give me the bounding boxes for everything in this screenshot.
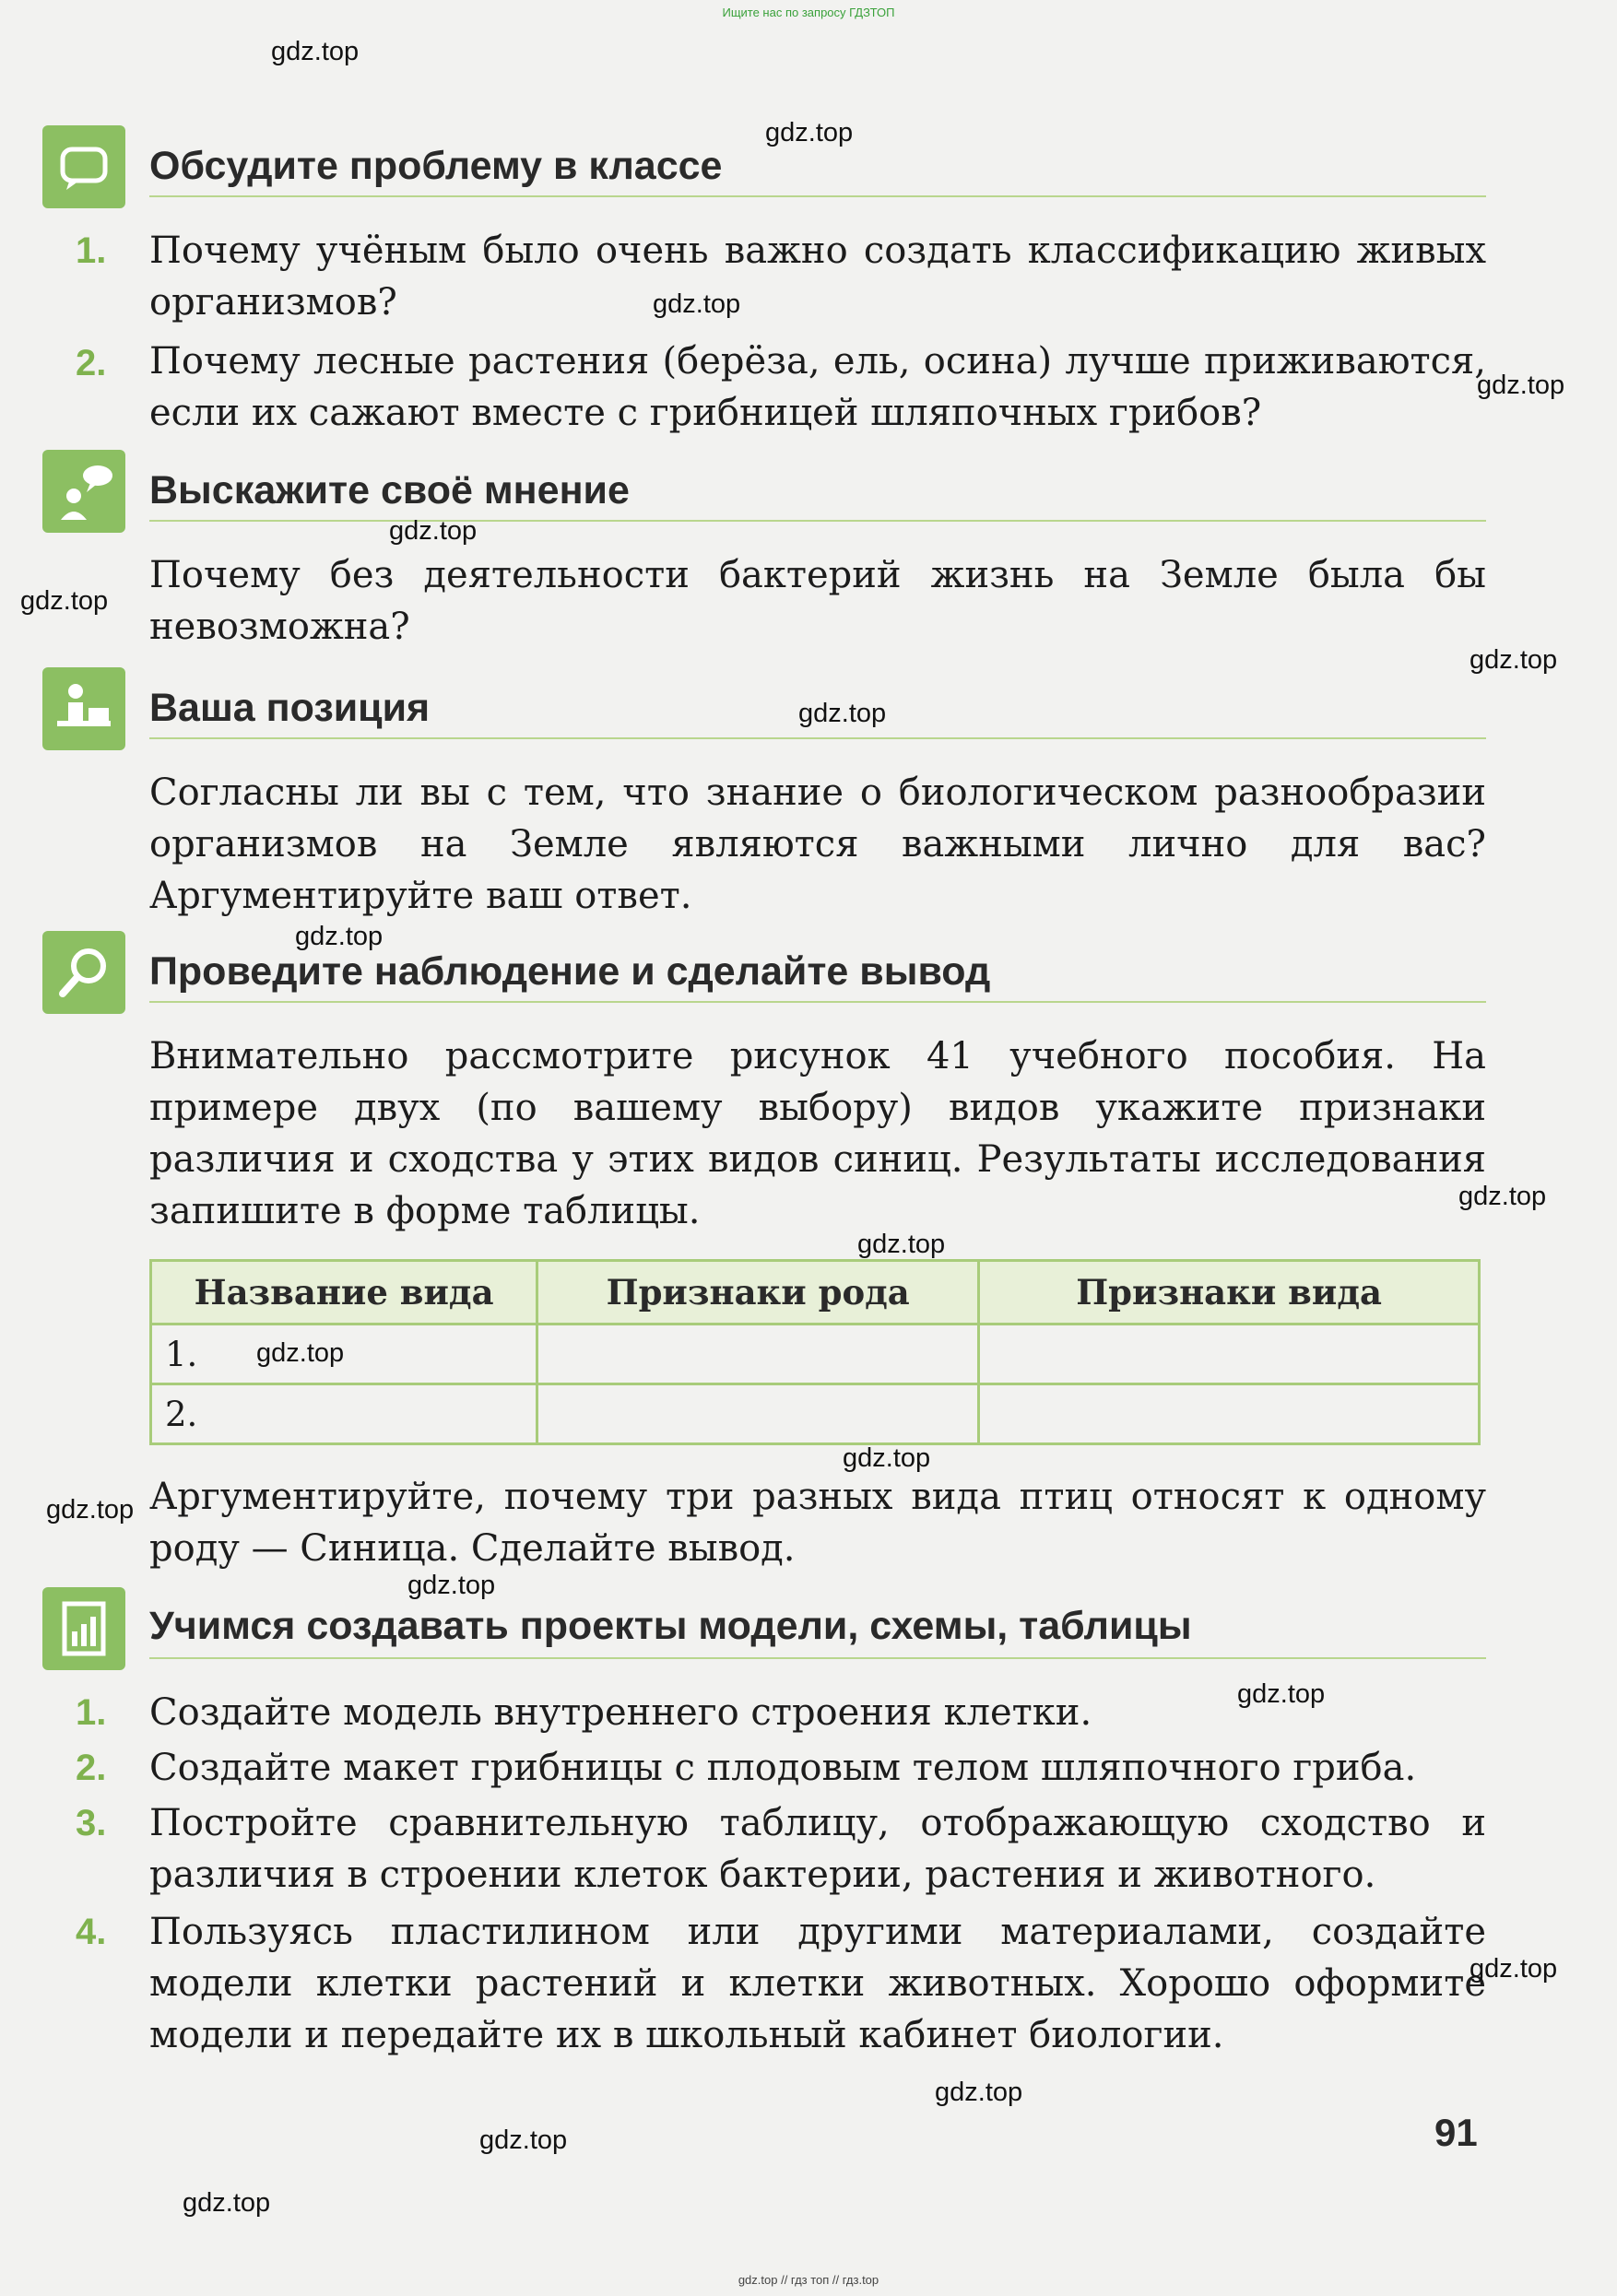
paragraph-observe: Внимательно рассмотрите рисунок 41 учебного пособия. На примере двух (по вашему выбору) видов укажите признаки различия и сходства у этих видов синиц. Результаты исследования запишите в форме таблицы. <box>149 1035 1486 1232</box>
section-divider <box>149 1657 1486 1659</box>
table-row <box>151 1384 1480 1444</box>
section-title-projects: Учимся создавать проекты модели, схемы, таблицы <box>149 1604 1192 1648</box>
list-item-text: Постройте сравнительную таблицу, отображающую сходство и различия в строении клеток бактерии, растения и животного. <box>149 1802 1486 1896</box>
table-cell <box>537 1384 979 1444</box>
section-title-observe: Проведите наблюдение и сделайте вывод <box>149 949 991 994</box>
table-header-cell: Признаки рода <box>537 1261 979 1325</box>
footer-watermark: gdz.top // гдз топ // гдз.top <box>738 2273 879 2287</box>
watermark-text: gdz.top <box>765 118 854 147</box>
watermark-text: gdz.top <box>183 2188 271 2218</box>
watermark-text: gdz.top <box>389 516 478 546</box>
watermark-text: gdz.top <box>295 922 384 951</box>
table-cell: 2. <box>151 1384 537 1444</box>
magnifier-icon <box>42 931 125 1014</box>
section-divider <box>149 195 1486 197</box>
watermark-text: gdz.top <box>1477 371 1565 400</box>
section-title-discuss: Обсудите проблему в классе <box>149 144 723 188</box>
list-item-text: Пользуясь пластилином или другими материалами, создайте модели клетки растений и клетки животных. Хорошо оформите модели и передайте их в школьный кабинет биологии. <box>149 1911 1486 2056</box>
list-number: 1. <box>76 230 107 271</box>
table-cell <box>537 1325 979 1384</box>
section-title-opinion: Выскажите своё мнение <box>149 468 630 512</box>
paragraph-conclusion: Аргументируйте, почему три разных вида птиц относят к одному роду — Синица. Сделайте вывод. <box>149 1476 1486 1570</box>
list-number: 2. <box>76 343 107 383</box>
table-cell <box>979 1325 1480 1384</box>
list-number: 2. <box>76 1748 107 1788</box>
speech-bubble-icon <box>42 125 125 208</box>
list-number: 1. <box>76 1692 107 1733</box>
top-banner: Ищите нас по запросу ГДЗТОП <box>722 6 895 19</box>
section-divider <box>149 1001 1486 1003</box>
list-item-text: Почему лесные растения (берёза, ель, осина) лучше приживаются, если их сажают вместе с грибницей шляпочных грибов? <box>149 340 1486 434</box>
paragraph-position: Согласны ли вы с тем, что знание о биологическом разнообразии организмов на Земле являются важными лично для вас? Аргументируйте ваш ответ. <box>149 771 1486 917</box>
watermark-text: gdz.top <box>653 289 741 319</box>
list-item-text: Почему учёным было очень важно создать классификацию живых организмов? <box>149 230 1486 324</box>
watermark-text: gdz.top <box>843 1443 931 1473</box>
watermark-text: gdz.top <box>935 2078 1023 2107</box>
page-number: 91 <box>1434 2111 1478 2154</box>
paragraph-opinion: Почему без деятельности бактерий жизнь на Земле была бы невозможна? <box>149 554 1486 648</box>
list-item-text: Создайте макет грибницы с плодовым телом шляпочного гриба. <box>149 1747 1417 1789</box>
watermark-text: gdz.top <box>1458 1182 1547 1211</box>
watermark-text: gdz.top <box>1469 645 1558 675</box>
section-divider <box>149 737 1486 739</box>
watermark-text: gdz.top <box>857 1230 946 1259</box>
person-at-desk-icon <box>42 667 125 750</box>
watermark-text: gdz.top <box>256 1338 345 1368</box>
section-title-position: Ваша позиция <box>149 686 431 730</box>
list-number: 3. <box>76 1803 107 1843</box>
watermark-text: gdz.top <box>271 37 360 66</box>
watermark-text: gdz.top <box>46 1495 135 1525</box>
watermark-text: gdz.top <box>1237 1679 1326 1709</box>
table-cell <box>979 1384 1480 1444</box>
section-divider <box>149 520 1486 522</box>
watermark-text: gdz.top <box>407 1571 496 1600</box>
species-comparison-table <box>149 1259 1481 1445</box>
document-chart-icon <box>42 1587 125 1670</box>
list-item-text: Создайте модель внутреннего строения клетки. <box>149 1691 1092 1734</box>
watermark-text: gdz.top <box>20 586 109 616</box>
table-cell: 1. <box>151 1325 537 1384</box>
watermark-text: gdz.top <box>1469 1954 1558 1984</box>
table-row <box>151 1325 1480 1384</box>
table-header-cell: Признаки вида <box>979 1261 1480 1325</box>
table-header-cell: Название вида <box>151 1261 537 1325</box>
list-number: 4. <box>76 1912 107 1952</box>
table-header-row <box>151 1261 1480 1325</box>
watermark-text: gdz.top <box>479 2125 568 2155</box>
watermark-text: gdz.top <box>798 699 887 728</box>
person-speaking-icon <box>42 450 125 533</box>
